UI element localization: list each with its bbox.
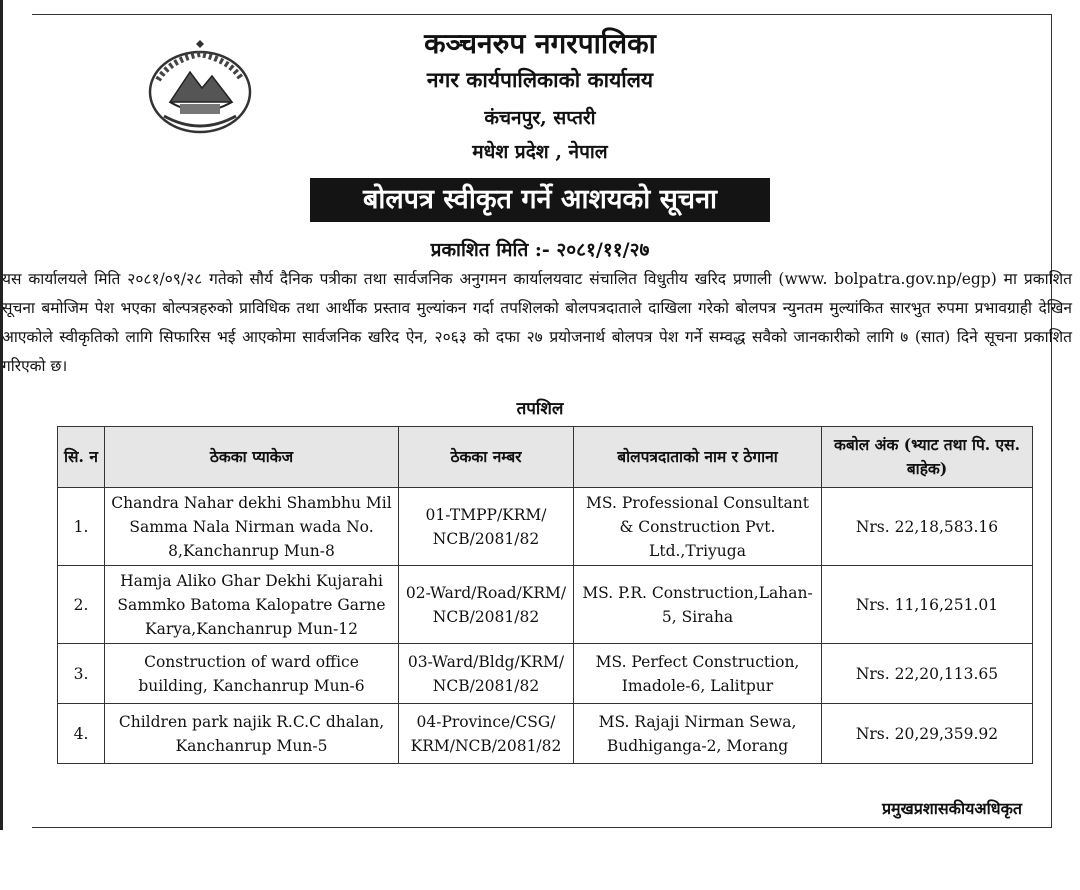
cell-bidder: MS. P.R. Construction,Lahan-5, Siraha <box>574 566 822 644</box>
province-name: मधेश प्रदेश , नेपाल <box>472 141 608 163</box>
notice-body: यस कार्यालयले मिति २०८१/०९/२८ गतेको सौर्य दैनिक पत्रीका तथा सार्वजनिक अनुगमन कार्यालयवाट संचालित विधुतीय खरिद प्रणाली (www. bolpatra.gov.np/egp) मा प्रकाशित सूचना बमोजिम पेश भएका बोल्पत्रहरुको प्राविधिक तथा आर्थीक प्रस्ताव मुल्यांकन गर्दा तपशिलको बोलपत्रदाताले दाखिला गरेको बोलपत्र न्युनतम मुल्यांकित सारभुत रुपमा प्रभावग्राही देखिन आएकोले स्वीकृतिको लागि सिफारिस भई आएकोमा सार्वजनिक खरिद ऐन, २०६३ को दफा २७ प्रयोजनार्थ बोलपत्र पेश गर्ने सम्वद्ध सवैको जानकारीको लागि ७ (सात) दिने सूचना प्रकाशित गरिएको छ। <box>2 270 1072 375</box>
header-bidder: बोलपत्रदाताको नाम र ठेगाना <box>574 427 822 488</box>
header-package: ठेकका प्याकेज <box>105 427 399 488</box>
table-row <box>58 644 1033 704</box>
cell-number: 02-Ward/Road/KRM/ NCB/2081/82 <box>399 566 574 644</box>
bid-table <box>57 426 1033 764</box>
cell-serial: 3. <box>58 644 105 704</box>
cell-package: Construction of ward office building, Kanchanrup Mun-6 <box>105 644 399 704</box>
table-row <box>58 566 1033 644</box>
cell-amount: Nrs. 20,29,359.92 <box>822 704 1033 764</box>
header-number: ठेकका नम्बर <box>399 427 574 488</box>
cell-bidder: MS. Rajaji Nirman Sewa, Budhiganga-2, Morang <box>574 704 822 764</box>
cell-number: 03-Ward/Bldg/KRM/ NCB/2081/82 <box>399 644 574 704</box>
municipality-name: कञ्चनरुप नगरपालिका <box>424 27 656 60</box>
cell-amount: Nrs. 11,16,251.01 <box>822 566 1033 644</box>
cell-package: Children park najik R.C.C dhalan, Kanchanrup Mun-5 <box>105 704 399 764</box>
published-date: प्रकाशित मिति :- २०८१/११/२७ <box>430 239 650 261</box>
cell-serial: 1. <box>58 488 105 566</box>
header-serial: सि. न <box>58 427 105 488</box>
cell-amount: Nrs. 22,20,113.65 <box>822 644 1033 704</box>
cell-serial: 4. <box>58 704 105 764</box>
details-label: तपशिल <box>516 399 564 419</box>
office-location: कंचनपुर, सप्तरी <box>484 107 596 129</box>
cell-package: Hamja Aliko Ghar Dekhi Kujarahi Sammko Batoma Kalopatre Garne Karya,Kanchanrup Mun-12 <box>105 566 399 644</box>
cell-bidder: MS. Perfect Construction, Imadole-6, Lalitpur <box>574 644 822 704</box>
cell-package: Chandra Nahar dekhi Shambhu Mil Samma Nala Nirman wada No. 8,Kanchanrup Mun-8 <box>105 488 399 566</box>
table-row <box>58 488 1033 566</box>
cell-serial: 2. <box>58 566 105 644</box>
cell-number: 04-Province/CSG/ KRM/NCB/2081/82 <box>399 704 574 764</box>
notice-title: बोलपत्र स्वीकृत गर्ने आशयको सूचना <box>310 178 770 222</box>
signature-title: प्रमुखप्रशासकीयअधिकृत <box>881 799 1022 818</box>
office-name: नगर कार्यपालिकाको कार्यालय <box>426 67 654 92</box>
table-header-row <box>58 427 1033 488</box>
cell-amount: Nrs. 22,18,583.16 <box>822 488 1033 566</box>
header-amount: कबोल अंक (भ्याट तथा पि. एस. बाहेक) <box>822 427 1033 488</box>
cell-bidder: MS. Professional Consultant & Construction Pvt. Ltd.,Triyuga <box>574 488 822 566</box>
table-row <box>58 704 1033 764</box>
cell-number: 01-TMPP/KRM/ NCB/2081/82 <box>399 488 574 566</box>
